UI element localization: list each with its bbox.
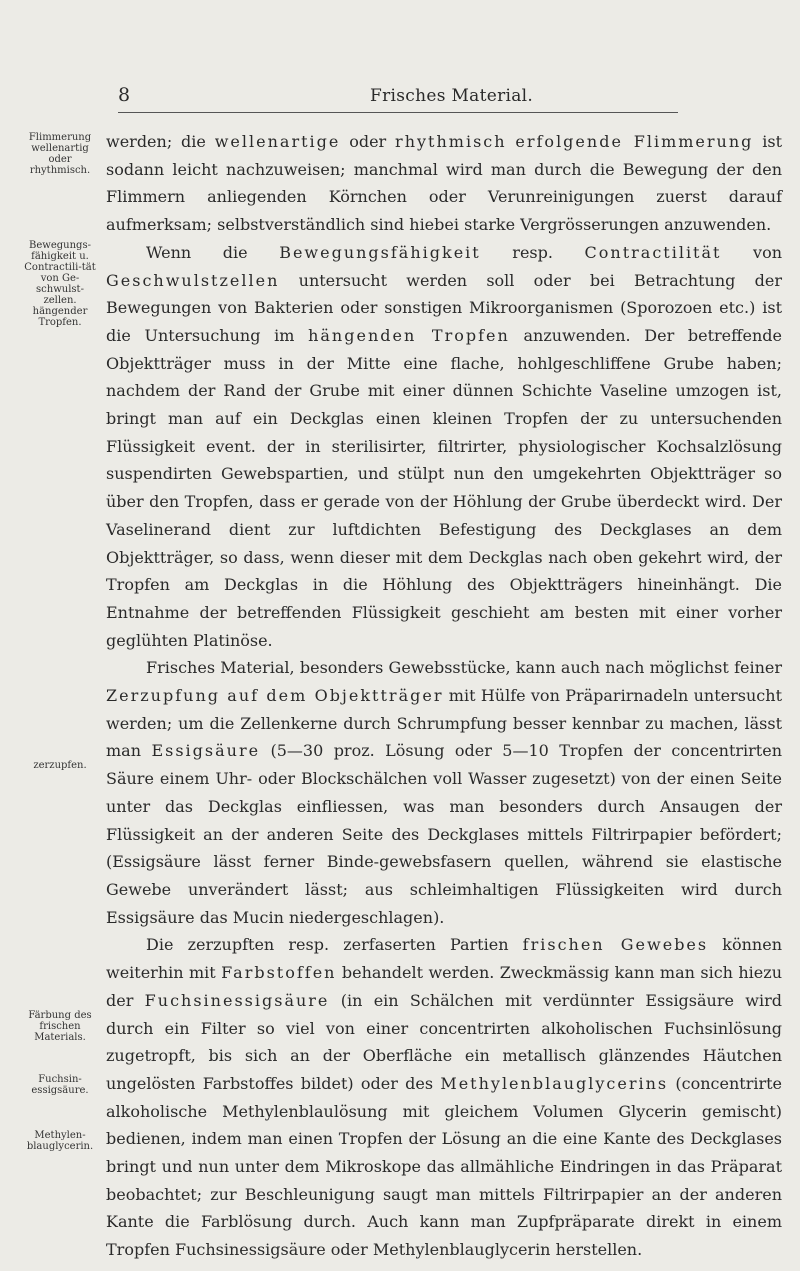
emphasized-term: Geschwulstzellen <box>106 270 280 290</box>
text-run: resp. <box>480 242 585 262</box>
emphasized-term: wellenartige <box>214 132 341 151</box>
text-run: Frisches Material, besonders Gewebsstücke, kann auch nach möglichst feiner <box>146 658 782 678</box>
emphasized-term: frischen Gewebes <box>522 935 709 955</box>
page-header <box>0 84 800 114</box>
margin-note-faerbung: Färbung des frischen Materials. <box>28 1010 92 1043</box>
emphasized-term: rhythmisch <box>395 132 507 151</box>
margin-note-flimmerung: Flimmerung wellenartig oder rhythmisch. <box>28 132 92 176</box>
emphasized-term: hängenden Tropfen <box>308 325 510 345</box>
text-run: ist sodann leicht nachzuweisen; manchmal wird man durch die Bewegung der den Flimmern anliegenden Körnchen oder Verunreinigungen zuerst darauf aufmerksam; selbstverständlich sind hiebei starke Vergrösserungen anzuwenden. <box>106 132 783 235</box>
text-run: Die zerzupften resp. zerfaserten Partien <box>146 935 523 955</box>
paragraph <box>106 239 782 655</box>
text-run: (in ein Schälchen mit verdünnter Essigsäure wird durch ein Filter so viel von einer concentrirten alkoholischen Fuchsinlösung zugetropft, bis sich an der Oberfläche ein metallisch glänzendes Häutchen ungelösten Farbstoffes bildet) oder des <box>106 990 782 1093</box>
emphasized-term: Bewegungsfähigkeit <box>279 242 481 262</box>
text-run: Wenn die <box>146 242 280 262</box>
text-run: werden; die <box>106 132 215 151</box>
text-run: von <box>721 242 782 262</box>
page-number: 8 <box>118 84 131 106</box>
body-text <box>106 128 782 1264</box>
text-run: behandelt werden. Zweckmässig kann man sich hiezu der <box>106 963 783 1010</box>
header-rule <box>118 112 678 113</box>
text-run: anzuwenden. Der betreffende Objektträger muss in der Mitte eine flache, hohlgeschliffene Grube haben; nachdem der Rand der Grube mit einer dünnen Schichte Vaseline umzogen ist, bringt man auf ein Deckglas einen kleinen Tropfen der zu untersuchenden Flüssigkeit event. der in sterilisirter, filtrirter, physiologischer Kochsalzlösung suspendirten Gewebspartien, und stülpt nun den umgekehrten Objektträger so über den Tropfen, dass er gerade von der Höhlung der Grube überdeckt wird. Der Vaselinerand dient zur luftdichten Befestigung des Deckglases an dem Objektträger, so dass, wenn dieser mit dem Deckglas nach oben gekehrt wird, der Tropfen am Deckglas in die Höhlung des Objektträgers hineinhängt. Die Entnahme der betreffenden Flüssigkeit geschieht am besten mit einer vorher geglühten Platinöse. <box>106 325 783 650</box>
paragraph <box>106 931 782 1263</box>
emphasized-term: Contractilität <box>584 242 722 262</box>
paragraph <box>106 654 782 931</box>
emphasized-term: Essigsäure <box>151 741 261 761</box>
text-run: (5—30 proz. Lösung oder 5—10 Tropfen der concentrirten Säure einem Uhr- oder Blockschälchen voll Wasser zugesetzt) von der einen Seite unter das Deckglas einfliessen, was man besonders durch Ansaugen der Flüssigkeit an der anderen Seite des Deckglases mittels Filtrirpapier befördert; (Essigsäure lässt ferner Binde-gewebsfasern quellen, während sie elastische Gewebe unverändert lässt; aus schleimhaltigen Flüssigkeiten wird durch Essigsäure das Mucin niedergeschlagen). <box>106 741 782 927</box>
text-run: mit Hülfe von Präparirnadeln untersucht werden; um die Zellenkerne durch Schrumpfung besser kennbar zu machen, lässt man <box>106 686 782 761</box>
margin-note-zerzupfen: zerzupfen. <box>33 760 87 771</box>
margin-note-fuchsinessigsaeure: Fuchsin-essigsäure. <box>31 1074 89 1096</box>
text-run: untersucht werden soll oder bei Betrachtung der Bewegungen von Bakterien oder sonstigen Mikroorganismen (Sporozoen etc.) ist die Untersuchung im <box>106 270 782 345</box>
emphasized-term: Methylenblauglycerins <box>440 1073 669 1093</box>
margin-note-bewegungsfaehigkeit: Bewegungs-fähigkeit u. Contractili-tät von Ge-schwulst-zellen. <box>24 240 96 306</box>
text-run: oder <box>340 132 396 151</box>
margin-note-methylenblauglycerin: Methylen-blauglycerin. <box>26 1130 94 1152</box>
running-title: Frisches Material. <box>370 86 534 106</box>
emphasized-term: Zerzupfung auf dem Objektträger <box>106 686 444 706</box>
emphasized-term: Farbstoffen <box>221 963 337 983</box>
paragraph <box>106 128 782 239</box>
emphasized-term: Fuchsinessigsäure <box>144 990 330 1010</box>
text-run: (concentrirte alkoholische Methylenblaulösung mit gleichem Volumen Glycerin gemischt) bedienen, indem man einen Tropfen der Lösung an die eine Kante des Deckglases bringt und nun unter dem Mikroskope das allmähliche Eindringen in das Präparat beobachtet; zur Beschleunigung saugt man mittels Filtrirpapier an der anderen Kante die Farblösung durch. Auch kann man Zupfpräparate direkt in einem Tropfen Fuchsinessigsäure oder Methylenblauglycerin herstellen. <box>106 1073 783 1260</box>
text-run: können weiterhin mit <box>106 935 783 983</box>
margin-note-haengender-tropfen: hängender Tropfen. <box>32 306 88 328</box>
emphasized-term: erfolgende Flimmerung <box>515 132 754 151</box>
